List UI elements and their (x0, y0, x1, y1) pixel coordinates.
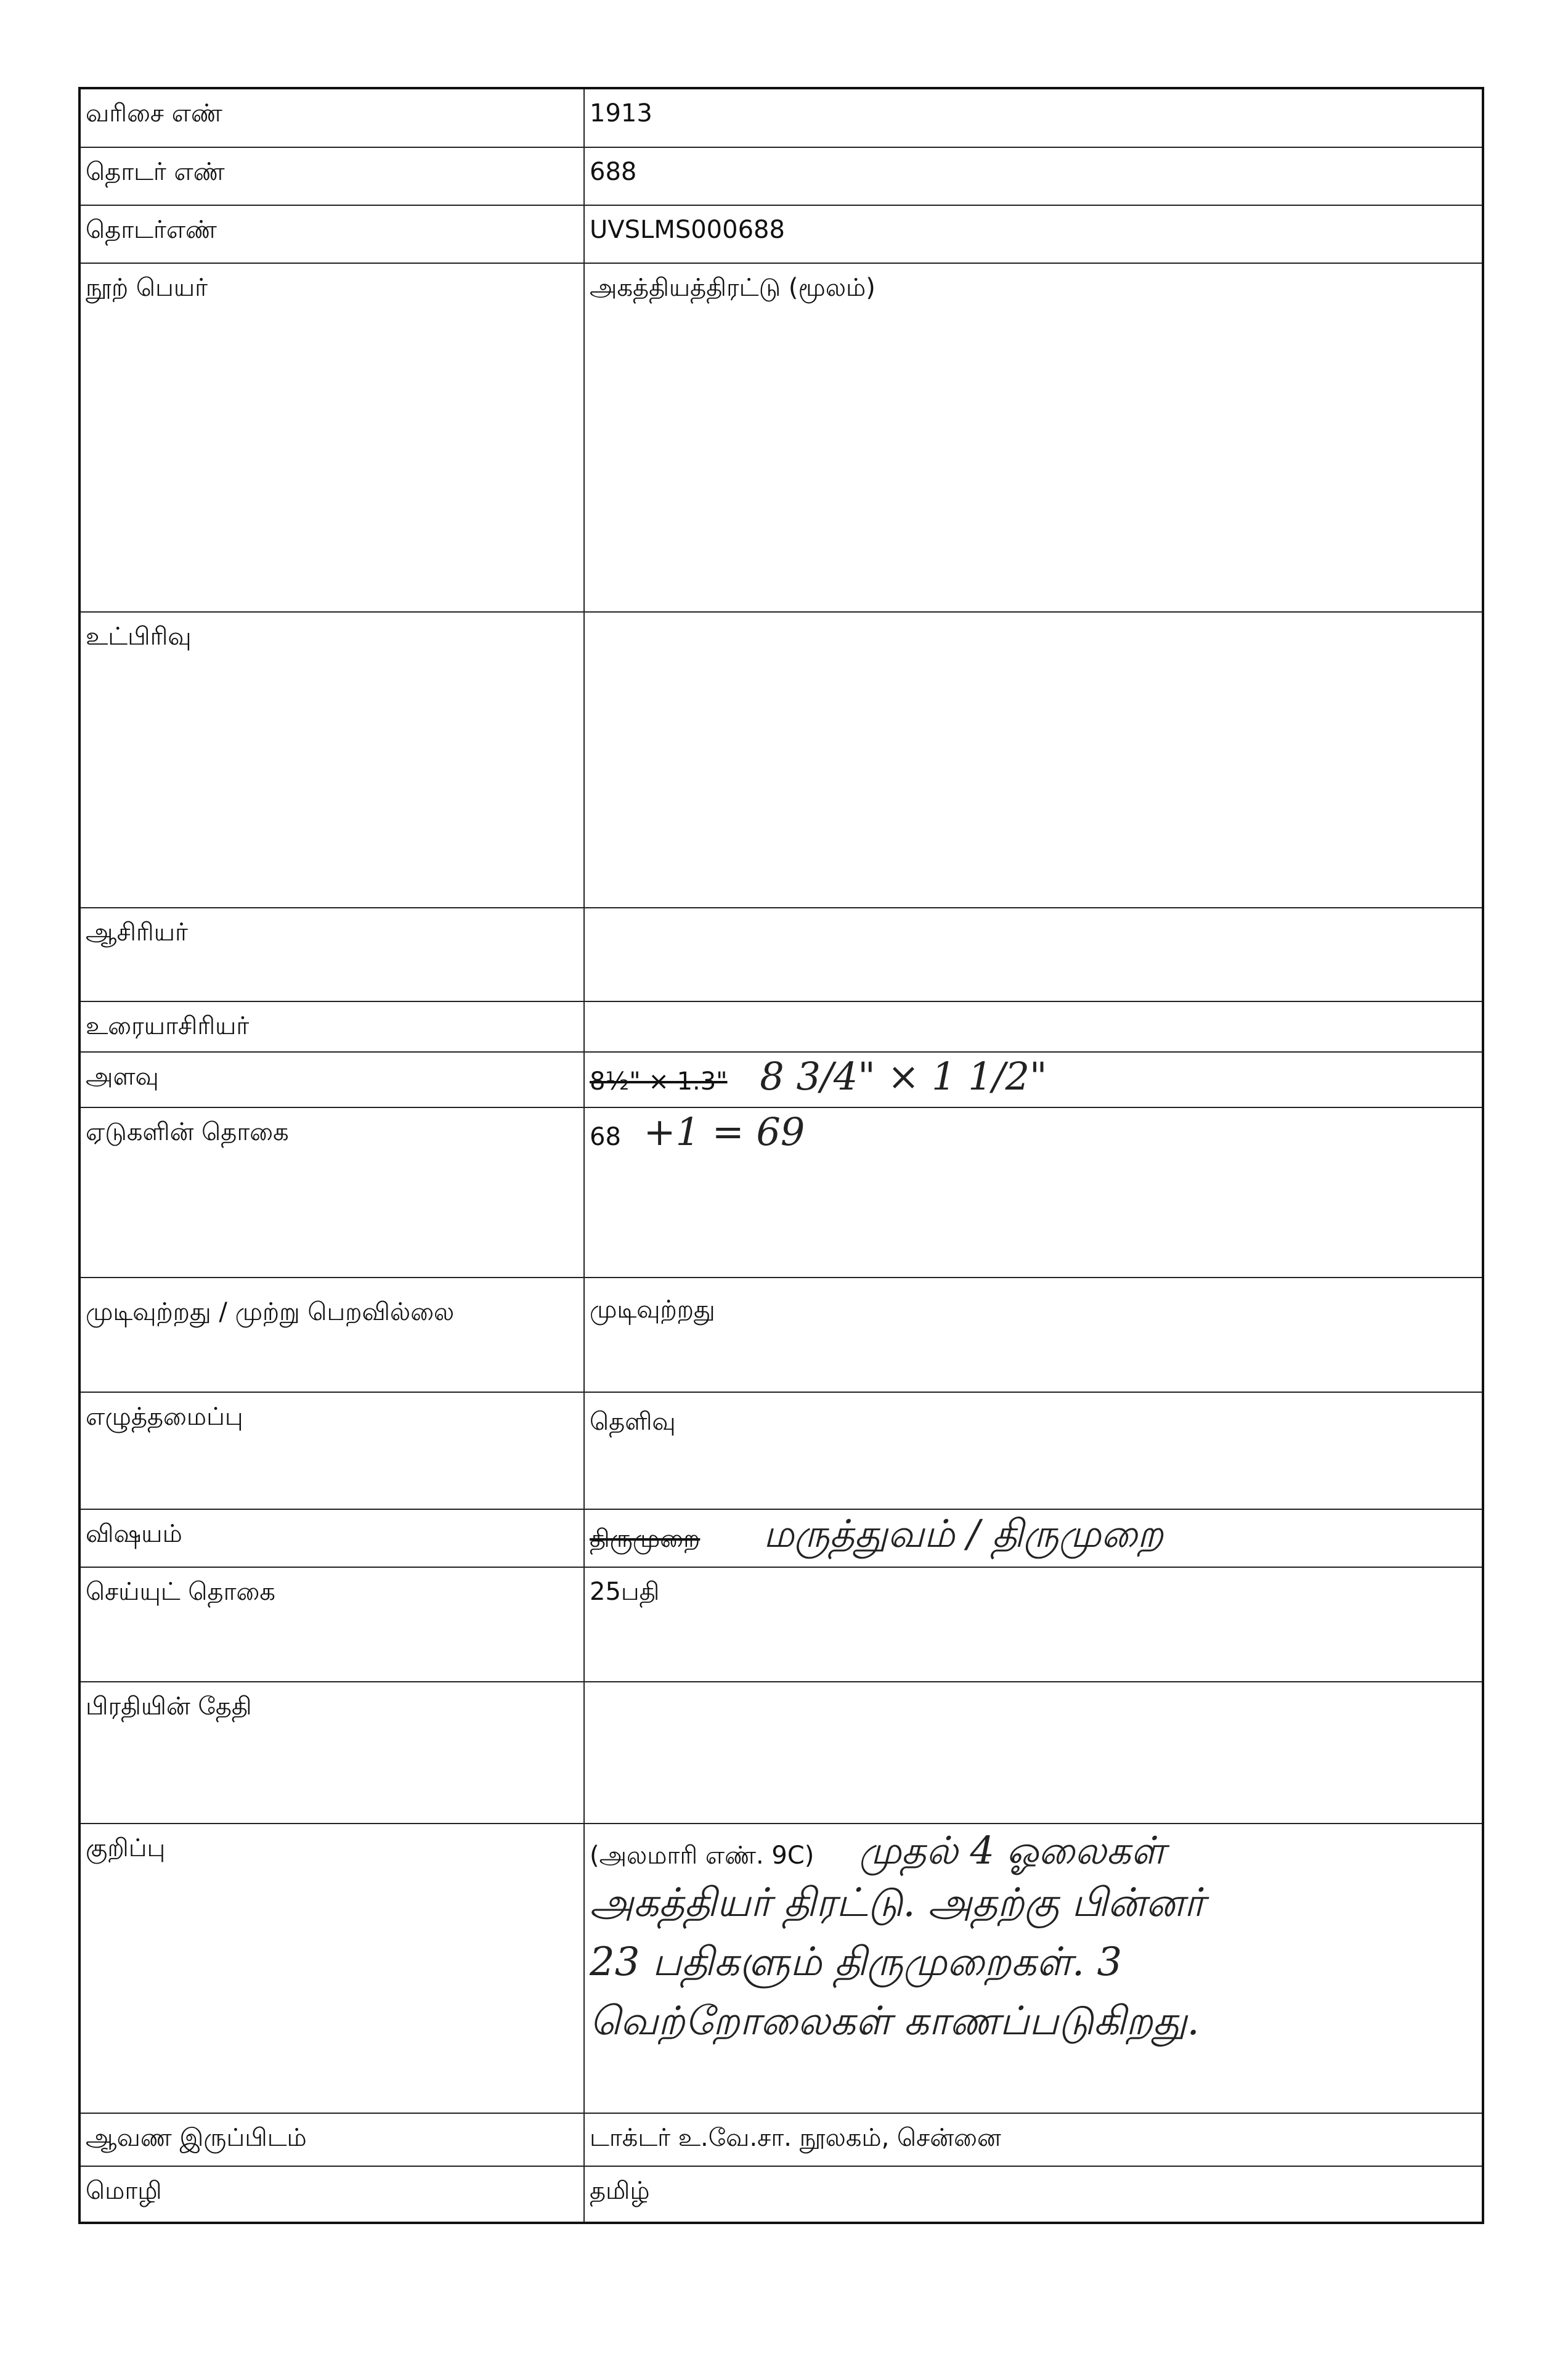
field-label: அளவு (79, 1052, 584, 1107)
field-value (584, 1509, 1483, 1567)
field-label: முடிவுற்றது / முற்று பெறவில்லை (79, 1278, 584, 1392)
table-row (79, 1392, 1483, 1509)
handwritten-size-correction: 8 3/4" × 1 1/2" (760, 1054, 1047, 1099)
leaf-count-value: 68 (590, 1123, 621, 1151)
note-printed-text: (அலமாரி எண். 9C) (590, 1841, 814, 1870)
handwritten-note-line: 23 பதிகளும் திருமுறைகள். 3 (590, 1939, 1123, 1985)
catalogue-record-table (78, 87, 1484, 2224)
field-value: டாக்டர் உ.வே.சா. நூலகம், சென்னை (584, 2113, 1483, 2166)
field-value (584, 612, 1483, 908)
field-label: உரையாசிரியர் (79, 1001, 584, 1052)
handwritten-subject: மருத்துவம் / திருமுறை (763, 1511, 1164, 1556)
table-row (79, 2166, 1483, 2223)
table-row (79, 2113, 1483, 2166)
field-label: விஷயம் (79, 1509, 584, 1567)
field-value (584, 1682, 1483, 1824)
handwritten-note-first: முதல் 4 ஓலைகள் (859, 1828, 1166, 1873)
handwritten-leaf-count: +1 = 69 (643, 1109, 805, 1154)
field-value: முடிவுற்றது (584, 1278, 1483, 1392)
field-label: ஆவண இருப்பிடம் (79, 2113, 584, 2166)
field-label: உட்பிரிவு (79, 612, 584, 908)
field-value: 688 (584, 147, 1483, 205)
handwritten-note-line: அகத்தியர் திரட்டு. அதற்கு பின்னர் (590, 1880, 1205, 1926)
struck-size-value: 8½" × 1.3" (590, 1067, 728, 1096)
field-label: செய்யுட் தொகை (79, 1567, 584, 1682)
field-label: நூற் பெயர் (79, 263, 584, 612)
field-value: 25பதி (584, 1567, 1483, 1682)
field-value (584, 1824, 1483, 2113)
field-label: குறிப்பு (79, 1824, 584, 2113)
field-label: ஏடுகளின் தொகை (79, 1107, 584, 1278)
field-value: UVSLMS000688 (584, 205, 1483, 263)
field-value: தமிழ் (584, 2166, 1483, 2223)
field-label: வரிசை எண் (79, 88, 584, 147)
handwritten-note-line: வெற்றோலைகள் காணப்படுகிறது. (590, 1999, 1200, 2044)
table-row (79, 612, 1483, 908)
table-row (79, 88, 1483, 147)
table-row (79, 1001, 1483, 1052)
table-row (79, 1107, 1483, 1278)
struck-subject-value: திருமுறை (590, 1525, 701, 1553)
field-label: தொடர் எண் (79, 147, 584, 205)
field-value (584, 908, 1483, 1001)
field-value (584, 1052, 1483, 1107)
table-row (79, 1278, 1483, 1392)
field-value (584, 1001, 1483, 1052)
field-label: ஆசிரியர் (79, 908, 584, 1001)
table-row (79, 147, 1483, 205)
table-row (79, 908, 1483, 1001)
table-row (79, 1824, 1483, 2113)
table-row (79, 1509, 1483, 1567)
field-label: எழுத்தமைப்பு (79, 1392, 584, 1509)
table-row (79, 263, 1483, 612)
field-label: பிரதியின் தேதி (79, 1682, 584, 1824)
field-label: தொடர்எண் (79, 205, 584, 263)
field-value (584, 1107, 1483, 1278)
field-value: 1913 (584, 88, 1483, 147)
field-value: அகத்தியத்திரட்டு (மூலம்) (584, 263, 1483, 612)
table-row (79, 1682, 1483, 1824)
field-label: மொழி (79, 2166, 584, 2223)
table-row (79, 1567, 1483, 1682)
table-row (79, 205, 1483, 263)
table-row (79, 1052, 1483, 1107)
record-sheet (78, 87, 1484, 2224)
field-value: தெளிவு (584, 1392, 1483, 1509)
